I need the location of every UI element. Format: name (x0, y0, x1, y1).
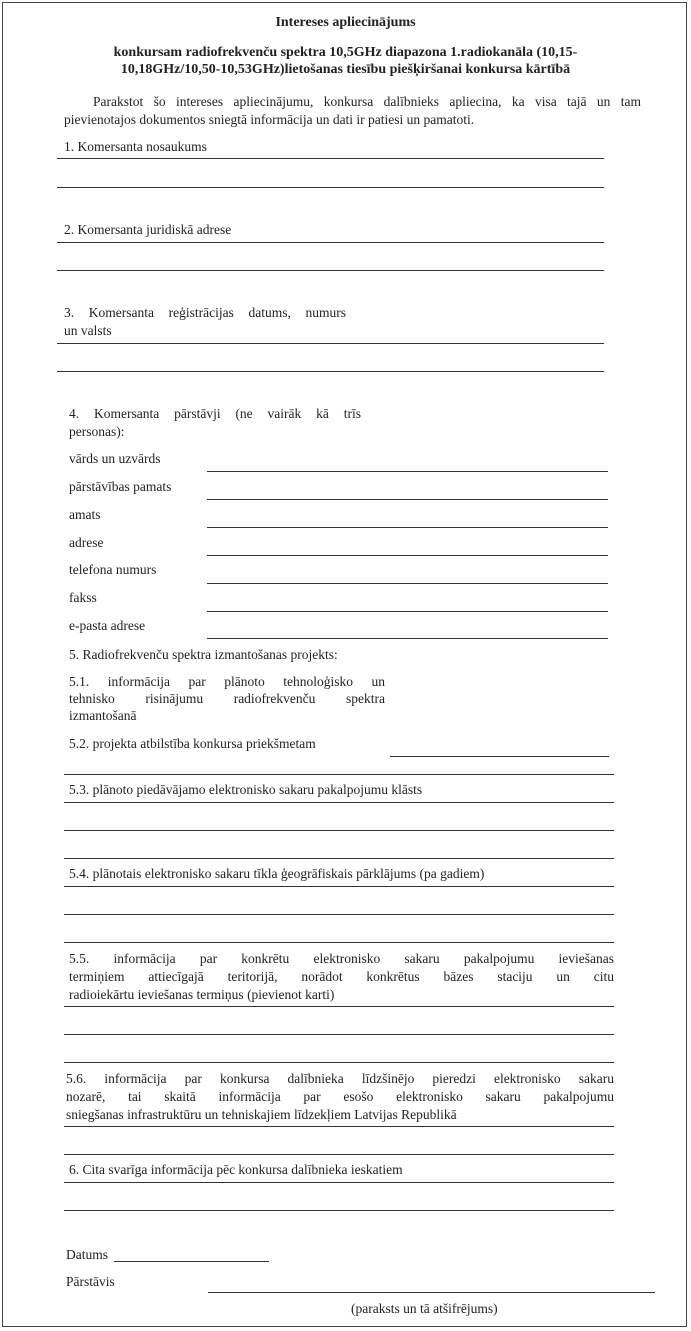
section-4-label-line-1: 4. Komersanta pārstāvji (ne vairāk kā trīs (69, 406, 361, 421)
section-5-4-label: 5.4. plānotais elektronisko sakaru tīkla ģeogrāfiskais pārklājums (pa gadiem) (69, 866, 485, 881)
representative-field-label: amats (69, 507, 101, 522)
experience-line-1[interactable] (64, 1126, 614, 1128)
section-1-label: 1. Komersanta nosaukums (64, 139, 207, 154)
representative-field-label: telefona numurs (69, 562, 157, 577)
fax-line[interactable] (207, 611, 608, 613)
services-range-line-2[interactable] (64, 830, 614, 832)
form-subtitle-line-2: 10,18GHz/10,50-10,53GHz)lietošanas tiesību piešķiršanai konkursa kārtībā (120, 62, 571, 77)
section-3-label-line-1: 3. Komersanta reģistrācijas datums, numurs (64, 305, 346, 320)
section-5-1-label-line-2: tehnisko risinājumu radiofrekvenču spektra (69, 691, 385, 706)
section-6-label: 6. Cita svarīga informācija pēc konkursa dalībnieka ieskatiem (69, 1162, 403, 1177)
coverage-line-1[interactable] (64, 886, 614, 888)
services-range-line-3[interactable] (64, 858, 614, 860)
form-frame (2, 2, 687, 1327)
company-name-line-1[interactable] (57, 158, 604, 160)
date-label: Datums (66, 1247, 108, 1262)
email-line[interactable] (207, 638, 608, 640)
form-subtitle-line-1: konkursam radiofrekvenču spektra 10,5GHz diapazona 1.radiokanāla (10,15- (113, 45, 578, 60)
section-5-6-label-line-1: 5.6. informācija par konkursa dalībnieka līdzšinējo pieredzi elektronisko sakaru (66, 1071, 614, 1086)
position-line[interactable] (207, 527, 608, 529)
form-title: Intereses apliecinājums (275, 15, 416, 30)
services-range-line-1[interactable] (64, 802, 614, 804)
representative-field-label: pārstāvības pamats (69, 479, 172, 494)
section-5-2-label: 5.2. projekta atbilstība konkursa priekšmetam (69, 736, 316, 751)
section-5-5-label-line-1: 5.5. informācija par konkrētu elektronisko sakaru pakalpojumu ieviešanas (69, 951, 614, 966)
other-info-line-2[interactable] (64, 1210, 614, 1212)
section-5-1-label-line-3: izmantošanā (69, 708, 137, 723)
representative-field-label: vārds un uzvārds (69, 451, 161, 466)
representative-field-label: adrese (69, 535, 104, 550)
section-5-1-label-line-1: 5.1. informācija par plānoto tehnoloģisko un (69, 674, 385, 689)
coverage-line-2[interactable] (64, 914, 614, 916)
intro-line-1: Parakstot šo intereses apliecinājumu, konkursa dalībnieks apliecina, ka visa tajā un tam (93, 94, 641, 109)
date-line[interactable] (114, 1261, 269, 1263)
section-4-label-line-2: personas): (69, 424, 125, 439)
section-5-6-label-line-2: nozarē, tai skaitā informācija par esošo elektronisko sakaru pakalpojumu (66, 1089, 614, 1104)
other-info-line-1[interactable] (64, 1182, 614, 1184)
registration-line-1[interactable] (57, 343, 604, 345)
section-2-label: 2. Komersanta juridiskā adrese (64, 222, 232, 237)
representative-label: Pārstāvis (66, 1274, 115, 1289)
representation-basis-line[interactable] (207, 499, 608, 501)
representative-field-label: e-pasta adrese (69, 618, 146, 633)
representative-name-line[interactable] (207, 471, 608, 473)
address-line[interactable] (207, 555, 608, 557)
registration-line-2[interactable] (57, 371, 604, 373)
signature-line[interactable] (208, 1292, 655, 1294)
project-compliance-line-2[interactable] (64, 774, 614, 776)
representative-field-label: fakss (69, 590, 97, 605)
section-5-5-label-line-2: termiņiem attiecīgajā teritorijā, norādot konkrētus bāzes staciju un citu (69, 969, 614, 984)
deadlines-line-2[interactable] (64, 1034, 614, 1036)
experience-line-2[interactable] (64, 1154, 614, 1156)
section-3-label-line-2: un valsts (64, 323, 112, 338)
section-5-6-label-line-3: sniegšanas infrastruktūru un tehniskajiem līdzekļiem Latvijas Republikā (66, 1107, 457, 1122)
legal-address-line-1[interactable] (57, 242, 604, 244)
section-5-label: 5. Radiofrekvenču spektra izmantošanas projekts: (69, 647, 338, 662)
deadlines-line-3[interactable] (64, 1062, 614, 1064)
project-compliance-line-1[interactable] (390, 756, 609, 758)
legal-address-line-2[interactable] (57, 270, 604, 272)
signature-caption: (paraksts un tā atšifrējums) (351, 1301, 498, 1316)
intro-line-2: pievienotajos dokumentos sniegtā informācija un dati ir patiesi un pamatoti. (64, 112, 475, 127)
phone-line[interactable] (207, 583, 608, 585)
section-5-3-label: 5.3. plānoto piedāvājamo elektronisko sakaru pakalpojumu klāsts (69, 782, 423, 797)
coverage-line-3[interactable] (64, 942, 614, 944)
deadlines-line-1[interactable] (64, 1006, 614, 1008)
company-name-line-2[interactable] (57, 187, 604, 189)
section-5-5-label-line-3: radioiekārtu ieviešanas termiņus (pievienot karti) (69, 987, 335, 1002)
